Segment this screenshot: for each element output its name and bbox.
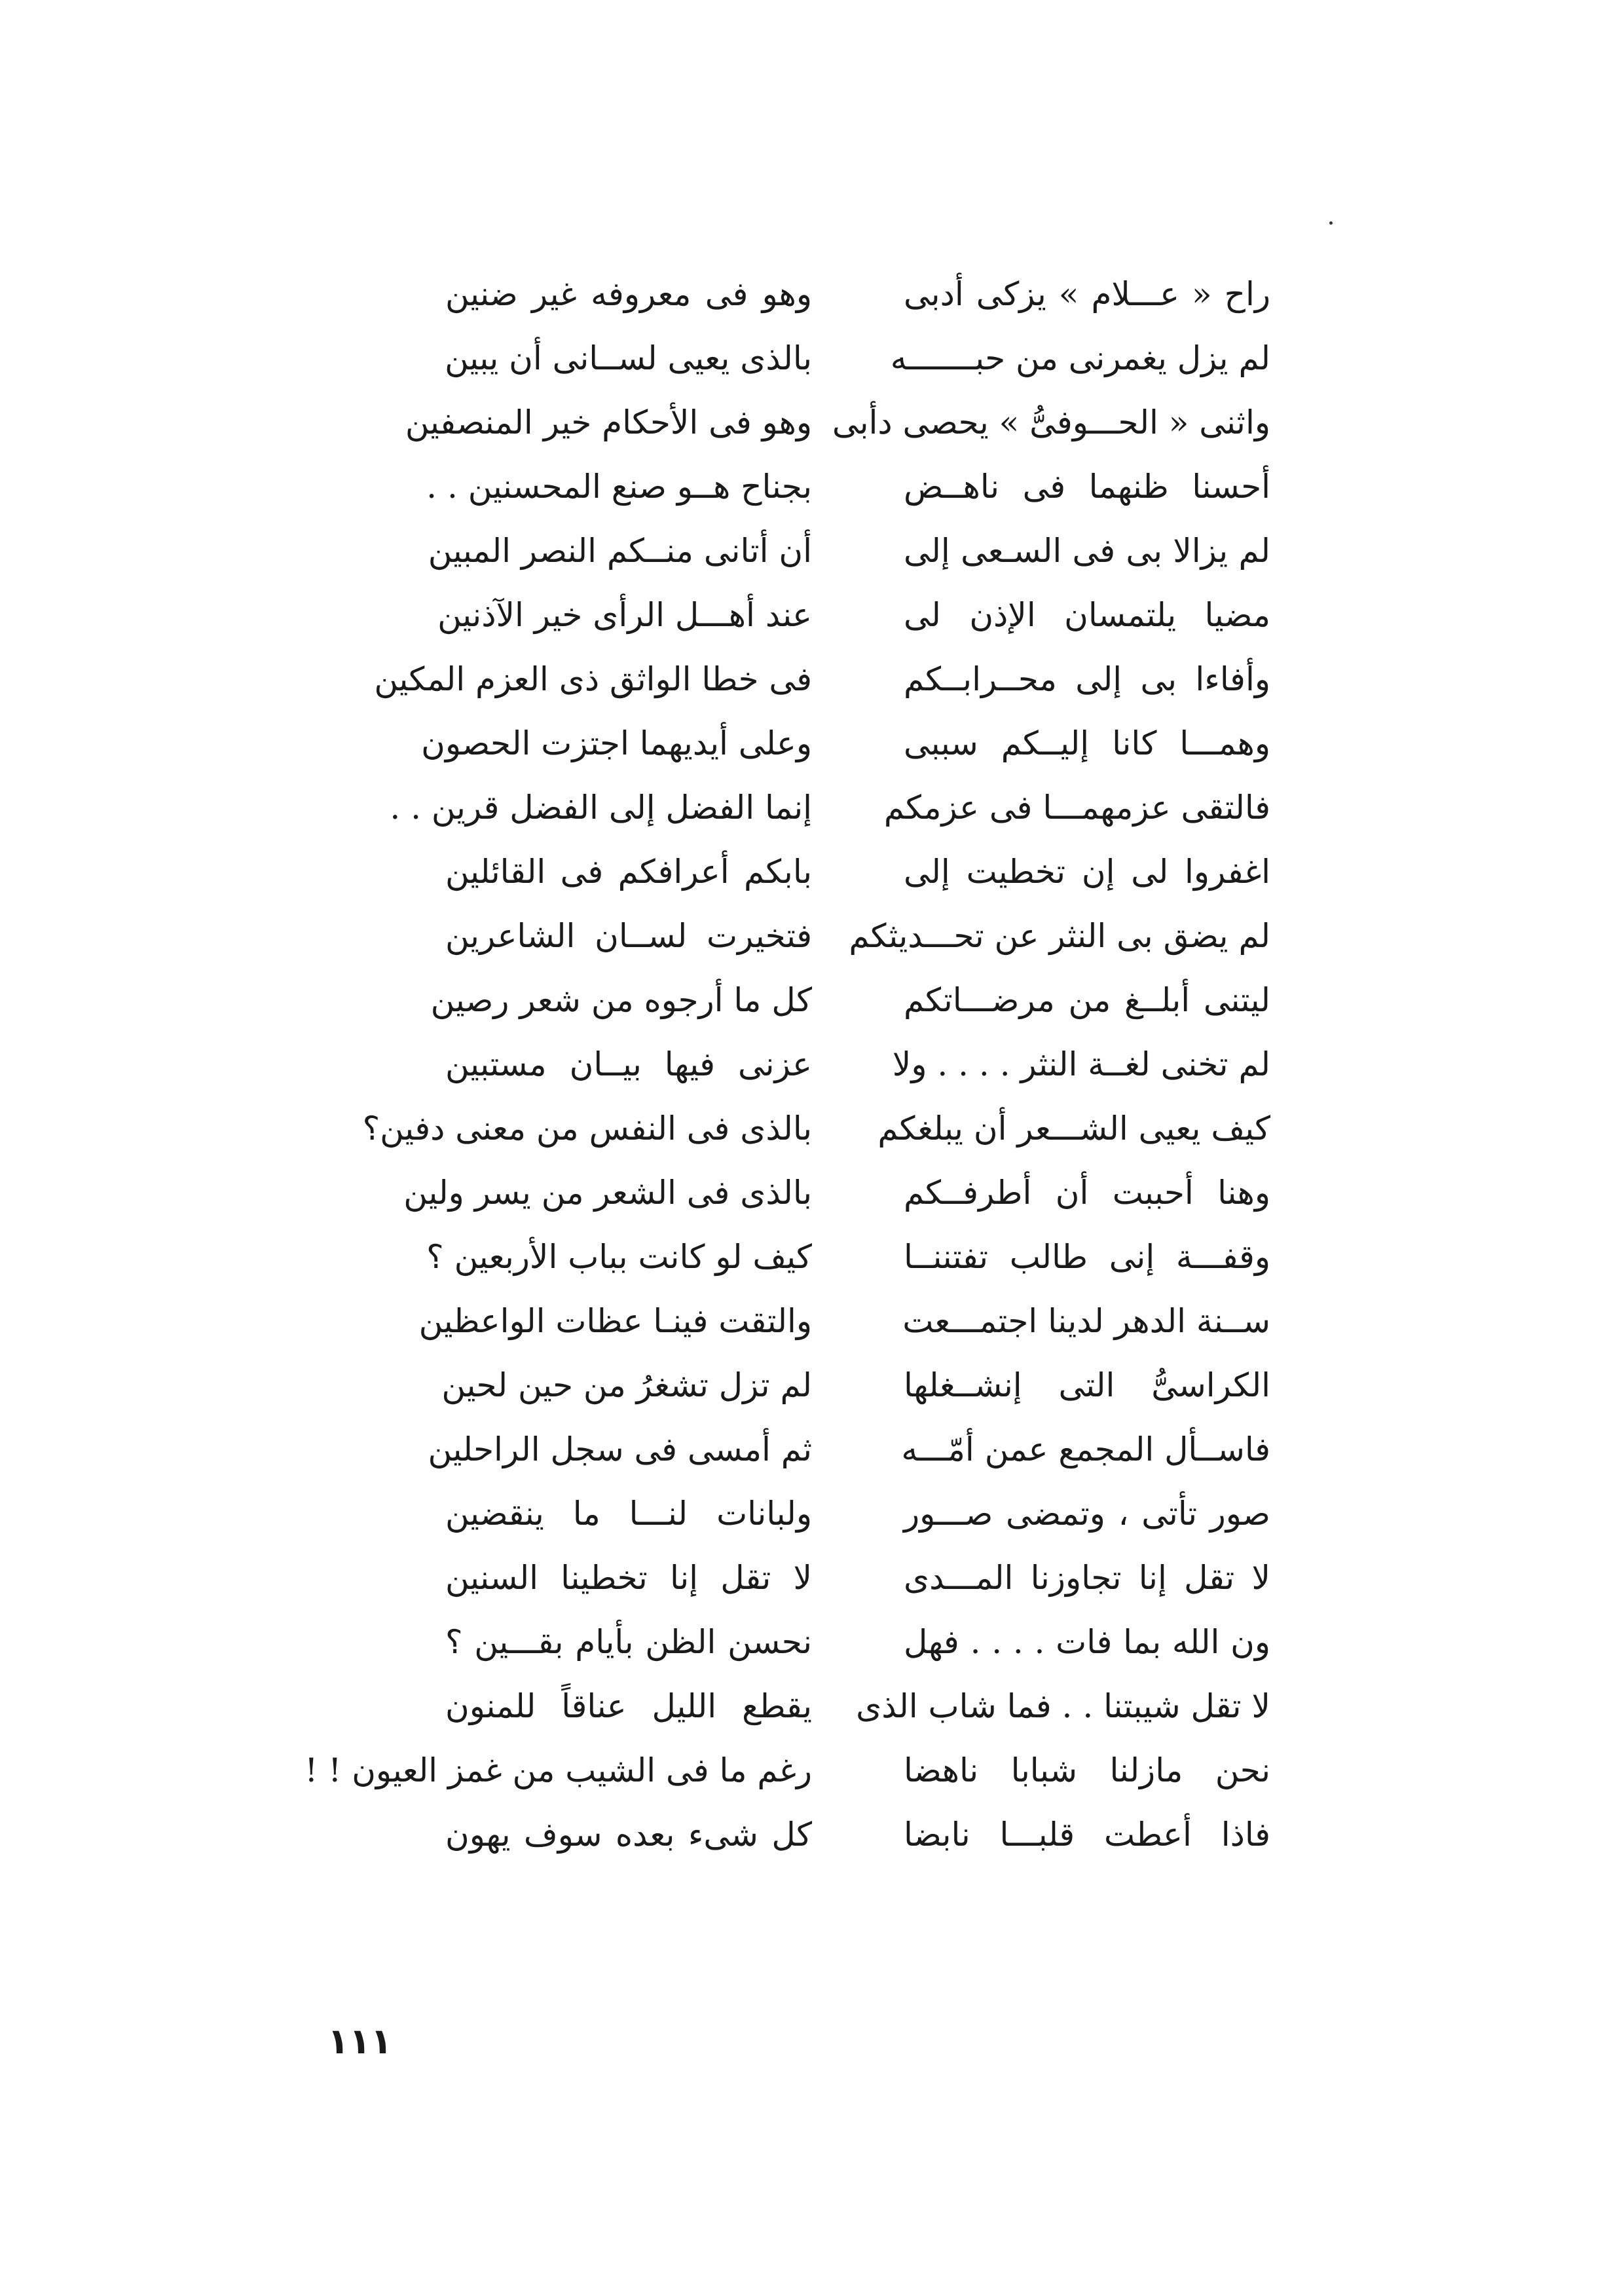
- verse-18-first-hemistich: الكراسىُّ التى إنشــغلها: [904, 1366, 1270, 1404]
- verse-11-first-hemistich: لم يضق بى النثر عن تحـــديثكم: [849, 917, 1270, 955]
- verse-12-second-hemistich: كل ما أرجوه من شعر رصين: [430, 981, 812, 1019]
- verse-20-second-hemistich: ولبانات لنـــا ما ينقضين: [445, 1495, 812, 1533]
- verse-22-second-hemistich: نحسن الظن بأيام بقـــين ؟: [445, 1623, 812, 1661]
- verse-9-second-hemistich: إنما الفضل إلى الفضل قرين . .: [390, 789, 812, 827]
- verse-23-first-hemistich: لا تقل شيبتنا . . فما شاب الذى: [856, 1687, 1270, 1725]
- verse-12-first-hemistich: ليتنى أبلــغ من مرضـــاتكم: [904, 981, 1270, 1019]
- verse-7: [374, 647, 1270, 711]
- verse-10-second-hemistich: بابكم أعرافكم فى القائلين: [445, 853, 812, 891]
- verse-13-second-hemistich: عزنى فيها بيــان مستبين: [445, 1045, 812, 1083]
- verse-9-first-hemistich: فالتقى عزمهمـــا فى عزمكم: [883, 789, 1270, 827]
- verse-16-first-hemistich: وقفـــة إنى طالب تفتننــا: [904, 1238, 1270, 1276]
- verse-7-second-hemistich: فى خطا الواثق ذى العزم المكين: [374, 660, 812, 698]
- verse-24: [304, 1738, 1270, 1802]
- verse-6: [419, 583, 1270, 647]
- verse-17-first-hemistich: ســنة الدهر لدينا اجتمـــعت: [902, 1302, 1270, 1340]
- verse-14-second-hemistich: بالذى فى النفس من معنى دفين؟: [362, 1110, 812, 1148]
- verse-1: [419, 262, 1270, 326]
- verse-11: [419, 904, 1270, 968]
- verse-9: [390, 775, 1270, 840]
- verse-13: [419, 1032, 1270, 1096]
- verse-18-second-hemistich: لم تزل تشغرُ من حين لحين: [441, 1366, 812, 1404]
- verse-23-second-hemistich: يقطع الليل عناقاً للمنون: [445, 1687, 812, 1725]
- verse-15-first-hemistich: وهنا أحببت أن أطرفــكم: [904, 1174, 1270, 1212]
- verse-24-first-hemistich: نحن مازلنا شبابا ناهضا: [904, 1751, 1270, 1789]
- verse-5: [419, 519, 1270, 583]
- verse-3-first-hemistich: واثنى « الحـــوفىُّ » يحصى دأبى: [832, 403, 1270, 441]
- verse-17: [419, 1289, 1270, 1353]
- verse-5-first-hemistich: لم يزالا بى فى السـعى إلى: [904, 532, 1270, 570]
- verse-19-first-hemistich: فاســأل المجمع عمن أمّـــه: [901, 1430, 1270, 1468]
- verse-16-second-hemistich: كيف لو كانت بباب الأربعين ؟: [426, 1238, 812, 1276]
- verse-4-first-hemistich: أحسنا ظنهما فى ناهــض: [904, 468, 1270, 506]
- verse-25-second-hemistich: كل شىء بعده سوف يهون: [445, 1816, 812, 1854]
- verse-25-first-hemistich: فاذا أعطت قلبـــا نابضا: [904, 1816, 1270, 1854]
- verse-22: [419, 1610, 1270, 1674]
- verse-5-second-hemistich: أن أتانى منــكم النصر المبين: [428, 532, 812, 570]
- verse-21-first-hemistich: لا تقل إنا تجاوزنا المـــدى: [904, 1559, 1270, 1597]
- verse-2: [419, 326, 1270, 390]
- verse-4: [419, 455, 1270, 519]
- poem: [304, 262, 1270, 1867]
- verse-8: [419, 711, 1270, 775]
- ink-speck: [1329, 221, 1333, 225]
- verse-3: [405, 390, 1270, 455]
- verse-13-first-hemistich: لم تخنى لغــة النثر . . . . ولا: [892, 1045, 1270, 1083]
- verse-20-first-hemistich: صور تأتى ، وتمضى صـــور: [904, 1495, 1270, 1533]
- verse-10: [419, 840, 1270, 904]
- verse-12: [419, 968, 1270, 1032]
- verse-1-second-hemistich: وهو فى معروفه غير ضنين: [445, 275, 812, 313]
- verse-20: [419, 1482, 1270, 1546]
- verse-15-second-hemistich: بالذى فى الشعر من يسر ولين: [403, 1174, 812, 1212]
- verse-21-second-hemistich: لا تقل إنا تخطينا السنين: [445, 1559, 812, 1597]
- verse-2-first-hemistich: لم يزل يغمرنى من حبـــــــه: [890, 339, 1270, 377]
- verse-22-first-hemistich: ون الله بما فات . . . . فهل: [904, 1623, 1270, 1661]
- verse-4-second-hemistich: بجناح هــو صنع المحسنين . .: [426, 468, 812, 506]
- verse-7-first-hemistich: وأفاءا بى إلى محــرابــكم: [904, 660, 1270, 698]
- verse-6-second-hemistich: عند أهـــل الرأى خير الآذنين: [437, 596, 812, 634]
- verse-10-first-hemistich: اغفروا لى إن تخطيت إلى: [904, 853, 1270, 891]
- verse-14-first-hemistich: كيف يعيى الشـــعر أن يبلغكم: [877, 1110, 1270, 1148]
- verse-3-second-hemistich: وهو فى الأحكام خير المنصفين: [405, 403, 812, 441]
- verse-8-second-hemistich: وعلى أيديهما اجتزت الحصون: [421, 724, 812, 762]
- verse-25: [419, 1802, 1270, 1867]
- verse-2-second-hemistich: بالذى يعيى لســانى أن يبين: [445, 339, 812, 377]
- verse-19: [419, 1417, 1270, 1482]
- verse-15: [403, 1161, 1270, 1225]
- verse-11-second-hemistich: فتخيرت لســان الشاعرين: [445, 917, 812, 955]
- verse-24-second-hemistich: رغم ما فى الشيب من غمز العيون ! !: [304, 1751, 812, 1789]
- verse-19-second-hemistich: ثم أمسى فى سجل الراحلين: [428, 1430, 812, 1468]
- verse-6-first-hemistich: مضيا يلتمسان الإذن لى: [904, 596, 1270, 634]
- verse-23: [419, 1674, 1270, 1738]
- verse-1-first-hemistich: راح « عـــلام » يزكى أدبى: [904, 275, 1270, 313]
- verse-21: [419, 1546, 1270, 1610]
- page-number: ١١١: [327, 2021, 392, 2062]
- verse-14: [362, 1096, 1270, 1161]
- verse-8-first-hemistich: وهمـــا كانا إليــكم سببى: [904, 724, 1270, 762]
- verse-18: [419, 1353, 1270, 1417]
- verse-17-second-hemistich: والتقت فينـا عظات الواعظين: [418, 1302, 812, 1340]
- verse-16: [419, 1225, 1270, 1289]
